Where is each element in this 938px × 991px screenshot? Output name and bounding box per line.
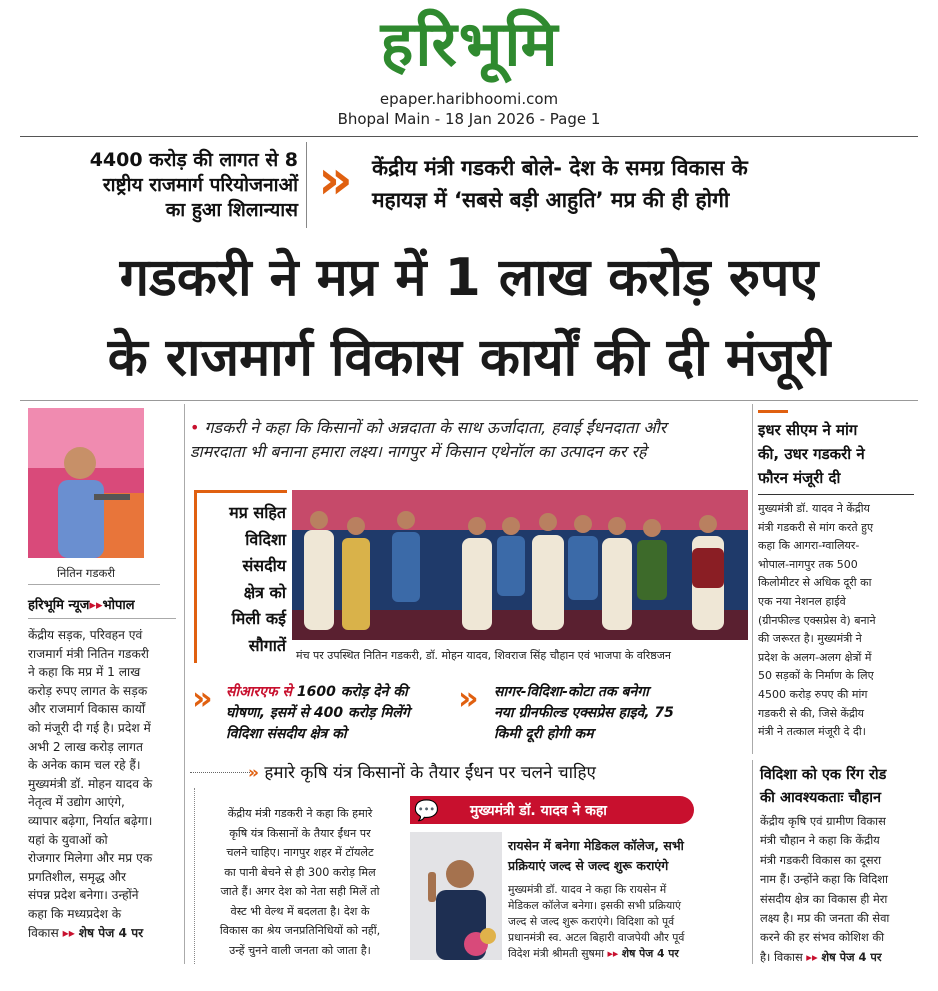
story-line: विकास: [28, 925, 59, 940]
ring-heading-line: की आवश्यकताः चौहान: [760, 790, 881, 806]
story-line: मुख्यमंत्री डॉ. यादव ने केंद्रीय: [758, 502, 870, 515]
continue-arrows: ▸▸: [806, 949, 818, 964]
continue-arrows: ▸▸: [607, 947, 619, 960]
cm-heading-line: रायसेन में बनेगा मेडिकल कॉलेज, सभी: [508, 838, 684, 853]
story-line: कहा कि आगरा-ग्वालियर-: [758, 539, 860, 553]
caption-divider: [28, 584, 160, 585]
headline-divider: [20, 400, 918, 401]
vidisha-line: मिली कई: [231, 609, 286, 628]
chevron-right-icon: »: [192, 679, 213, 717]
crf-line: घोषणा, इसमें से 400 करोड़ मिलेंगे: [226, 705, 410, 721]
bullet-icon: •: [190, 418, 200, 437]
cm-photo-graphic: [410, 832, 502, 960]
byline-arrows: ▸▸: [89, 598, 103, 613]
headline-line: गडकरी ने मप्र में 1 लाख करोड़ रुपए: [119, 248, 819, 308]
story-line: जल्द से जल्द शुरू कराएंगे। विदिशा को पूर्व: [508, 915, 675, 928]
story-line: मंत्री गडकरी से मांग करते हुए: [758, 520, 874, 534]
expressway-line: किमी दूरी होगी कम: [494, 726, 594, 742]
agri-heading: [248, 760, 748, 786]
story-line: (ग्रीनफील्ड एक्सप्रेस वे) बनाने: [758, 613, 876, 627]
pull-quote: [190, 416, 748, 464]
story-line: राजमार्ग मंत्री नितिन गडकरी: [28, 646, 149, 661]
kicker-right-line: महायज्ञ में ‘सबसे बड़ी आहुति’ मप्र की ही होगी: [372, 188, 730, 212]
continue-arrows: ▸▸: [62, 925, 75, 940]
story-line: और राजमार्ग विकास कार्यों: [28, 702, 145, 717]
main-headline[interactable]: [20, 238, 918, 398]
kicker-left: [30, 148, 298, 223]
story-line: मेडिकल कॉलेज बनेगा। इसकी सभी प्रक्रियाएं: [508, 899, 681, 912]
stage-photo: [292, 490, 748, 640]
cm-story: [508, 882, 748, 962]
story-line: 50 सड़कों के निर्माण के लिए: [758, 669, 874, 683]
story-line: करोड़ रुपए लागत के सड़क: [28, 683, 148, 698]
crf-line: 1600 करोड़ देने की: [296, 684, 408, 700]
story-line: भोपाल-नागपुर तक 500: [758, 557, 858, 571]
byline: [28, 595, 135, 613]
accent-bar: [758, 410, 788, 413]
continue-link[interactable]: शेष पेज 4 पर: [621, 947, 679, 960]
story-line: कहा कि मध्यप्रदेश के: [28, 906, 122, 921]
portrait-caption: नितिन गडकरी: [56, 566, 116, 580]
chevron-right-icon: »: [458, 679, 479, 717]
column-divider-right-bottom: [752, 760, 753, 964]
story-line: रोजगार मिलेगा और मप्र एक: [28, 851, 153, 866]
right-heading-divider: [758, 494, 914, 495]
kicker-left-line: राष्ट्रीय राजमार्ग परियोजनाओं: [102, 174, 298, 196]
story-line: प्रदेश के अलग-अलग क्षेत्रों में: [758, 650, 872, 664]
crf-highlight: सीआरएफ से: [226, 684, 292, 700]
stage-photo-graphic: [292, 490, 748, 640]
story-line: उन्हें चुनने वाली जनता को जाता है।: [229, 943, 371, 957]
story-line: किलोमीटर से अधिक दूरी का: [758, 576, 872, 590]
edition-label: Bhopal Main - 18 Jan 2026 - Page 1: [337, 110, 601, 128]
story-line: व्यापार बढ़ेगा, निर्यात बढ़ेगा।: [28, 813, 153, 828]
cm-banner-text: मुख्यमंत्री डॉ. यादव ने कहा: [470, 803, 607, 819]
ring-road-heading: [760, 764, 920, 810]
right-heading-line: फौरन मंजूरी दी: [758, 469, 841, 487]
kicker-right: [372, 152, 912, 216]
crf-box: [226, 682, 456, 745]
story-line: वेस्ट भी वेल्थ में बदलता है। देश के: [230, 904, 370, 918]
story-line: एक नया नेशनल हाईवे: [758, 594, 846, 608]
continue-link[interactable]: शेष पेज 4 पर: [78, 925, 144, 940]
story-line: 4500 करोड़ रुपए की मांग: [758, 687, 868, 701]
story-line: केंद्रीय सड़क, परिवहन एवं: [28, 628, 143, 642]
column-divider-right: [752, 404, 753, 754]
story-line: का पानी बेचने से ही 300 करोड़ मिल: [224, 865, 376, 879]
story-line: विदेश मंत्री श्रीमती सुषमा: [508, 947, 605, 960]
cm-heading-line: प्रक्रियाएं जल्द से जल्द शुरू कराएंगे: [508, 858, 669, 873]
headline-line: के राजमार्ग विकास कार्यों की दी मंजूरी: [107, 328, 831, 388]
right-heading-line: की, उधर गडकरी ने: [758, 445, 865, 463]
story-line: मंत्री चौहान ने कहा कि केंद्रीय: [760, 833, 880, 848]
story-line: यहां के युवाओं को: [28, 832, 108, 847]
story-line: लक्ष्य है। मप्र की जनता की सेवा: [760, 911, 890, 926]
portrait-nitin-gadkari: [28, 408, 144, 558]
vidisha-line: संसदीय: [242, 556, 286, 575]
kicker-right-line: केंद्रीय मंत्री गडकरी बोले- देश के समग्र विकास के: [372, 156, 748, 180]
story-line: संपन्न प्रदेश बनेगा। उन्होंने: [28, 888, 139, 903]
vidisha-line: क्षेत्र को: [243, 582, 286, 602]
story-line: ने कहा कि मप्र में 1 लाख: [28, 665, 141, 680]
cm-photo: [410, 832, 502, 960]
story-line: मुख्यमंत्री डॉ. यादव ने कहा कि रायसेन में: [508, 883, 667, 896]
chevron-right-icon: »: [318, 148, 353, 211]
quote-line: डामरदाता भी बनाना हमारा लक्ष्य। नागपुर में किसान एथेनॉल का उत्पादन कर रहे: [190, 442, 647, 461]
portrait-graphic: [28, 408, 144, 558]
agri-heading-text: हमारे कृषि यंत्र किसानों के तैयार ईंधन पर चलने चाहिए: [264, 763, 596, 783]
masthead-divider: [20, 136, 918, 137]
masthead: [0, 0, 938, 140]
story-line: जाते हैं। अगर देश को नेता सही मिलें तो: [220, 885, 380, 898]
vidisha-line: विदिशा: [245, 529, 286, 549]
story-line: है। विकास: [760, 949, 803, 964]
story-line: कृषि यंत्र किसानों के तैयार ईंधन पर: [229, 826, 371, 840]
vidisha-box: [196, 500, 286, 659]
story-line: की जरूरत है। मुख्यमंत्री ने: [758, 632, 862, 646]
column-divider-left: [184, 404, 185, 964]
story-line: अभी 2 लाख करोड़ लागत: [28, 739, 143, 754]
cm-heading: [508, 836, 724, 876]
dotted-rule: [190, 772, 250, 773]
byline-source: हरिभूमि न्यूज: [28, 598, 90, 613]
story-line: मंत्री ने तत्काल मंजूरी दे दी।: [758, 725, 866, 739]
vidisha-line: मप्र सहित: [229, 503, 286, 522]
byline-divider: [28, 618, 176, 619]
story-line: मंत्री गडकरी विकास का दूसरा: [760, 852, 882, 867]
expressway-line: सागर-विदिशा-कोटा तक बनेगा: [494, 684, 649, 700]
haribhoomi-logo[interactable]: हरिभूमि: [380, 7, 560, 80]
vidisha-line: सौगातें: [248, 635, 286, 655]
kicker-left-line: 4400 करोड़ की लागत से 8: [89, 149, 298, 171]
ring-heading-line: विदिशा को एक रिंग रोड: [760, 767, 887, 783]
story-line: केंद्रीय मंत्री गडकरी ने कहा कि हमारे: [227, 807, 373, 820]
story-line: विकास का श्रेय जनप्रतिनिधियों को नहीं,: [219, 924, 381, 937]
speech-bubble-icon: 💬: [414, 798, 439, 822]
dotted-divider: [194, 788, 196, 964]
story-line: के अनेक काम चल रहे हैं।: [28, 758, 141, 773]
story-line: गडकरी से की, जिसे केंद्रीय: [758, 706, 865, 720]
kicker-divider: [306, 142, 307, 228]
right-top-story: [758, 500, 918, 742]
continue-link[interactable]: शेष पेज 4 पर: [821, 949, 882, 964]
story-line: चलने चाहिए। नागपुर शहर में टॉयलेट: [226, 846, 374, 859]
expressway-line: नया ग्रीनफील्ड एक्सप्रेस हाइवे, 75: [494, 705, 674, 721]
story-line: संसदीय क्षेत्र का विकास ही मेरा: [760, 891, 888, 906]
story-line: करने की हर संभव कोशिश की: [760, 930, 885, 945]
crf-line: विदिशा संसदीय क्षेत्र को: [226, 726, 347, 742]
story-line: केंद्रीय कृषि एवं ग्रामीण विकास: [760, 814, 886, 828]
story-line: को मंजूरी दी गई है। प्रदेश में: [28, 720, 151, 735]
story-line: नाम हैं। उन्होंने कहा कि विदिशा: [760, 872, 888, 887]
story-line: मुख्यमंत्री डॉ. मोहन यादव के: [28, 776, 153, 791]
right-heading-line: इधर सीएम ने मांग: [758, 421, 858, 439]
agri-story: [200, 804, 400, 960]
right-top-heading: [758, 418, 914, 490]
story-line: नेतृत्व में उद्योग आएंगे,: [28, 795, 125, 810]
quote-line: गडकरी ने कहा कि किसानों को अन्नदाता के साथ ऊर्जादाता, हवाई ईंधनदाता और: [204, 418, 667, 437]
stage-photo-caption: मंच पर उपस्थित नितिन गडकरी, डॉ. मोहन यादव, शिवराज सिंह चौहान एवं भाजपा के वरिष्ठजन: [296, 649, 671, 662]
story-line: प्रगतिशील, समृद्ध और: [28, 869, 126, 884]
story-line: प्रधानमंत्री स्व. अटल बिहारी वाजपेयी और पूर्व: [508, 931, 685, 944]
chevron-right-icon: »: [248, 763, 259, 783]
byline-place: भोपाल: [102, 598, 135, 613]
epaper-url[interactable]: epaper.haribhoomi.com: [379, 90, 559, 108]
kicker-left-line: का हुआ शिलान्यास: [165, 199, 298, 221]
ring-road-story: [760, 812, 920, 967]
main-story: [28, 626, 176, 942]
expressway-box: [494, 682, 746, 745]
